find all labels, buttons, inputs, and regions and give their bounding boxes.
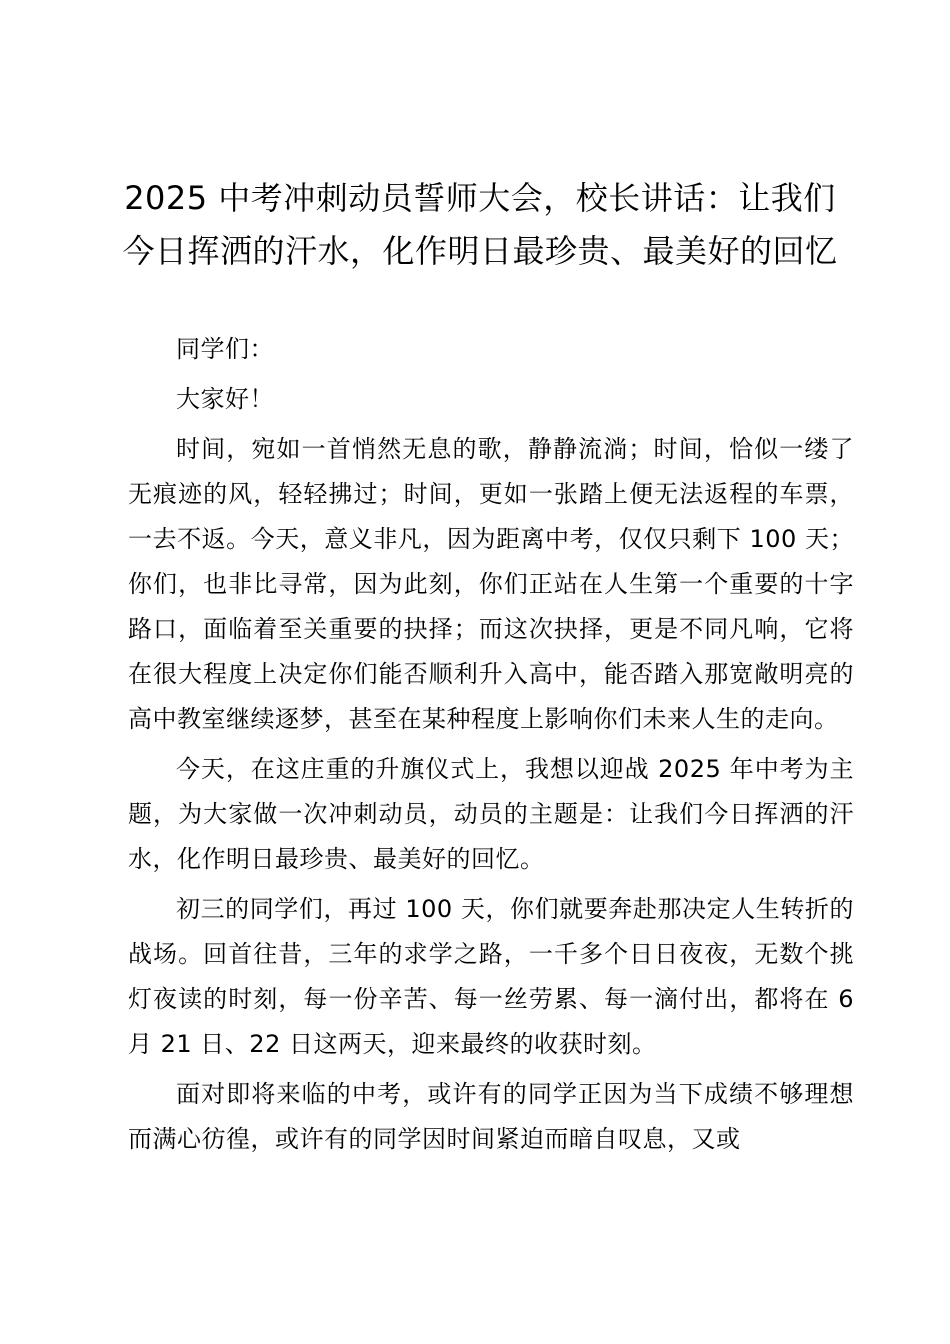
paragraph-theme: 今天，在这庄重的升旗仪式上，我想以迎战 2025 年中考为主题，为大家做一次冲刺动员，动员的主题是：让我们今日挥洒的汗水，化作明日最珍贵、最美好的回忆。: [128, 755, 854, 873]
document-body: [128, 327, 854, 1167]
paragraph-review: 初三的同学们，再过 100 天，你们就要奔赴那决定人生转折的战场。回首往昔，三年的求学之路，一千多个日日夜夜，无数个挑灯夜读的时刻，每一份辛苦、每一丝劳累、每一滴付出，都将在 6 月 21 日、22 日这两天，迎来最终的收获时刻。: [128, 895, 854, 1058]
paragraph-facing-exam: 面对即将来临的中考，或许有的同学正因为当下成绩不够理想而满心彷徨，或许有的同学因时间紧迫而暗自叹息，又或: [128, 1080, 854, 1153]
paragraph-time: 时间，宛如一首悄然无息的歌，静静流淌；时间，恰似一缕了无痕迹的风，轻轻拂过；时间，更如一张踏上便无法返程的车票，一去不返。今天，意义非凡，因为距离中考，仅仅只剩下 100 天；你们，也非比寻常，因为此刻，你们正站在人生第一个重要的十字路口，面临着至关重要的抉择；而这次抉择，更是不同凡响，它将在很大程度上决定你们能否顺利升入高中，能否踏入那宽敞明亮的高中教室继续逐梦，甚至在某种程度上影响你们未来人生的走向。: [128, 435, 854, 733]
document-title: 2025 中考冲刺动员誓师大会，校长讲话：让我们今日挥洒的汗水，化作明日最珍贵、最美好的回忆: [122, 179, 838, 270]
salutation: 同学们：: [176, 335, 274, 363]
greeting: 大家好！: [176, 385, 274, 413]
